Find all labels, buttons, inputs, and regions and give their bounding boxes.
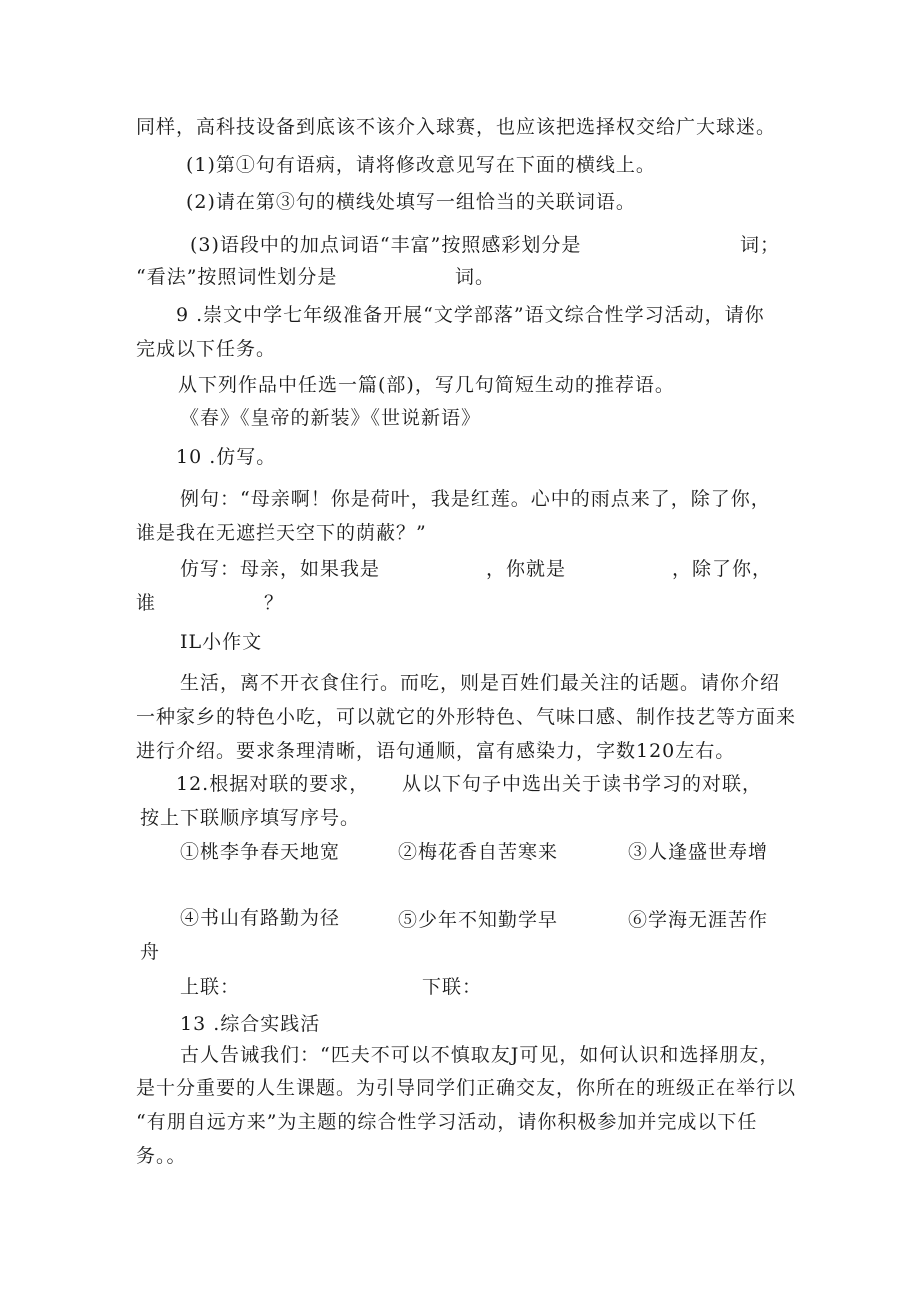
q13-line3: “有朋自远方来”为主题的综合性学习活动，请你积极参加并完成以下任 <box>136 1111 758 1133</box>
q13-title: 13 .综合实践活 <box>180 1013 321 1035</box>
q11-line3: 进行介绍。要求条理清晰，语句通顺，富有感染力，字数120左右。 <box>136 740 736 762</box>
q10-imitate-b: ，你就是 <box>486 558 567 580</box>
q13-line4: 务。。 <box>136 1145 187 1167</box>
q12-option-5: ⑤少年不知勤学早 <box>398 909 559 931</box>
q12-option-6: ⑥学海无涯苦作 <box>628 909 769 931</box>
q10-imitate-d: 谁 <box>136 592 157 614</box>
q8-part1: (1)第①句有语病，请将修改意见写在下面的横线上。 <box>186 154 656 176</box>
q9-line1: 9 .崇文中学七年级准备开展“文学部落”语文综合性学习活动，请你 <box>176 304 765 326</box>
q10-example-line1: 例句：“母亲啊！你是荷叶，我是红莲。心中的雨点来了，除了你， <box>180 488 771 510</box>
q13-line2: 是十分重要的人生课题。为引导同学们正确交友，你所在的班级正在举行以 <box>136 1077 797 1099</box>
intro-line: 同样，高科技设备到底该不该介入球赛，也应该把选择权交给广大球迷。 <box>136 116 777 138</box>
q12-line1a: 12.根据对联的要求， <box>176 773 370 795</box>
q12-option-4: ④书山有路勤为径 <box>180 907 341 929</box>
q11-line1: 生活，离不开衣食住行。而吃，则是百姓们最关注的话题。请你介绍 <box>180 672 781 694</box>
q8-part2: (2)请在第③句的横线处填写一组恰当的关联词语。 <box>186 191 636 213</box>
q11-title: IL小作文 <box>180 631 263 653</box>
q10-imitate-e: ？ <box>264 592 285 614</box>
q10-example-line2: 谁是我在无遮拦天空下的荫蔽？” <box>136 522 427 544</box>
q12-upper-label: 上联： <box>180 976 241 998</box>
q9-line3: 从下列作品中任选一篇(部)，写几句简短生动的推荐语。 <box>178 374 675 396</box>
q12-option-3: ③人逢盛世寿增 <box>628 841 769 863</box>
q10-imitate-a: 仿写：母亲，如果我是 <box>180 558 381 580</box>
q12-option-6-wrap: 舟 <box>140 941 161 963</box>
q12-option-1: ①桃李争春天地宽 <box>180 841 341 863</box>
q10-imitate-c: ，除了你， <box>672 558 773 580</box>
q9-line2: 完成以下任务。 <box>136 338 277 360</box>
q8-part3-b: 词； <box>740 234 781 256</box>
q12-lower-label: 下联： <box>422 976 483 998</box>
q12-line2: 按上下联顺序填写序号。 <box>140 807 361 829</box>
q12-option-2: ②梅花香自苦寒来 <box>398 841 559 863</box>
q11-line2: 一种家乡的特色小吃，可以就它的外形特色、气味口感、制作技艺等方面来 <box>136 706 797 728</box>
q8-part3-c: “看法”按照词性划分是 <box>136 266 338 288</box>
q12-line1b: 从以下句子中选出关于读书学习的对联， <box>402 773 763 795</box>
q9-works: 《春》《皇帝的新装》《世说新语》 <box>180 407 482 429</box>
q8-part3-a: (3)语段中的加点词语“丰富”按照感彩划分是 <box>190 234 582 256</box>
q8-part3-d: 词。 <box>455 266 496 288</box>
q10-title: 10 .仿写。 <box>176 446 277 468</box>
q13-line1: 古人告诫我们：“匹夫不可以不慎取友J可见，如何认识和选择朋友， <box>180 1044 780 1066</box>
